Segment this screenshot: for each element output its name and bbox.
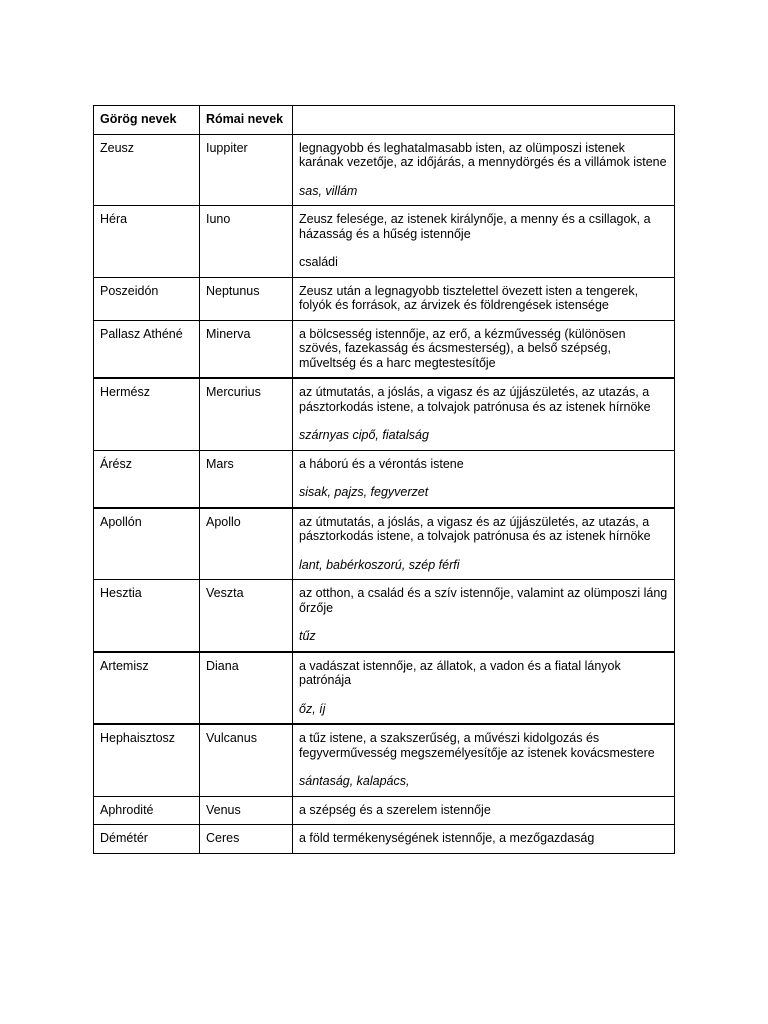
description-cell (293, 206, 675, 278)
description-cell (293, 134, 675, 206)
attributes-text: őz, íj (299, 701, 326, 716)
attributes-text: családi (299, 255, 338, 269)
document-page (93, 105, 674, 854)
attributes-text: sisak, pajzs, fegyverzet (299, 485, 429, 499)
description-text: az otthon, a család és a szív istennője, valamint az olümposzi láng őrzője (299, 586, 668, 615)
description-text: az útmutatás, a jóslás, a vigasz és az újjászületés, az utazás, a pásztorkodás istene, a tolvajok patrónusa és az istenek hírnöke (299, 514, 651, 543)
table-header-row (94, 106, 675, 135)
greek-name-cell: Artemisz (94, 652, 200, 725)
description-text: a szépség és a szerelem istennője (299, 802, 491, 817)
table-row (94, 277, 675, 320)
header-description (293, 106, 675, 135)
gods-table (93, 105, 675, 854)
header-greek-names: Görög nevek (94, 106, 200, 135)
attributes-text: sántaság, kalapács, (299, 774, 410, 788)
greek-name-cell: Hesztia (94, 580, 200, 652)
greek-name-cell: Hermész (94, 378, 200, 450)
roman-name-cell: Apollo (200, 508, 293, 580)
greek-name-cell: Apollón (94, 508, 200, 580)
roman-name-cell: Venus (200, 796, 293, 825)
table-row (94, 134, 675, 206)
roman-name-cell: Ceres (200, 825, 293, 854)
description-cell (293, 825, 675, 854)
description-cell (293, 724, 675, 796)
table-row (94, 206, 675, 278)
roman-name-cell: Mercurius (200, 378, 293, 450)
description-cell (293, 580, 675, 652)
greek-name-cell: Árész (94, 450, 200, 508)
attributes-text: szárnyas cipő, fiatalság (299, 428, 429, 442)
greek-name-cell: Poszeidón (94, 277, 200, 320)
table-row (94, 378, 675, 450)
greek-name-cell: Héra (94, 206, 200, 278)
description-cell (293, 320, 675, 378)
description-text: Zeusz után a legnagyobb tisztelettel övezett isten a tengerek, folyók és források, az árvizek és földrengések istensége (299, 283, 639, 312)
description-cell (293, 652, 675, 725)
roman-name-cell: Neptunus (200, 277, 293, 320)
greek-name-cell: Zeusz (94, 134, 200, 206)
description-text: Zeusz felesége, az istenek királynője, a menny és a csillagok, a házasság és a hűség istennője (299, 212, 651, 241)
description-cell (293, 796, 675, 825)
description-text: a bölcsesség istennője, az erő, a kézművesség (különösen szövés, fazekasság és ácsmesterség), a belső szépség, műveltség és a harc megtestesítője (299, 326, 626, 370)
description-cell (293, 508, 675, 580)
roman-name-cell: Iuno (200, 206, 293, 278)
attributes-text: sas, villám (299, 183, 358, 198)
roman-name-cell: Vulcanus (200, 724, 293, 796)
attributes-text: lant, babérkoszorú, szép férfi (299, 557, 460, 572)
table-row (94, 580, 675, 652)
table-row (94, 652, 675, 725)
greek-name-cell: Aphrodité (94, 796, 200, 825)
roman-name-cell: Iuppiter (200, 134, 293, 206)
greek-name-cell: Pallasz Athéné (94, 320, 200, 378)
table-row (94, 508, 675, 580)
roman-name-cell: Veszta (200, 580, 293, 652)
description-text: a háború és a vérontás istene (299, 456, 464, 471)
description-text: a vadászat istennője, az állatok, a vadon és a fiatal lányok patrónája (299, 658, 621, 687)
description-text: a tűz istene, a szakszerűség, a művészi kidolgozás és fegyverművesség megszemélyesítője az istenek kovácsmestere (299, 731, 655, 760)
table-row (94, 450, 675, 508)
roman-name-cell: Mars (200, 450, 293, 508)
table-row (94, 825, 675, 854)
greek-name-cell: Hephaisztosz (94, 724, 200, 796)
description-cell (293, 378, 675, 450)
description-text: legnagyobb és leghatalmasabb isten, az olümposzi istenek karának vezetője, az időjárás, a mennydörgés és a villámok istene (299, 140, 667, 169)
description-cell (293, 450, 675, 508)
description-text: a föld termékenységének istennője, a mezőgazdaság (299, 831, 595, 845)
greek-name-cell: Démétér (94, 825, 200, 854)
roman-name-cell: Diana (200, 652, 293, 725)
header-roman-names: Római nevek (200, 106, 293, 135)
description-text: az útmutatás, a jóslás, a vigasz és az újjászületés, az utazás, a pásztorkodás istene, a tolvajok patrónusa és az istenek hírnöke (299, 385, 651, 414)
roman-name-cell: Minerva (200, 320, 293, 378)
table-row (94, 724, 675, 796)
attributes-text: tűz (299, 629, 316, 643)
table-row (94, 796, 675, 825)
table-row (94, 320, 675, 378)
description-cell (293, 277, 675, 320)
